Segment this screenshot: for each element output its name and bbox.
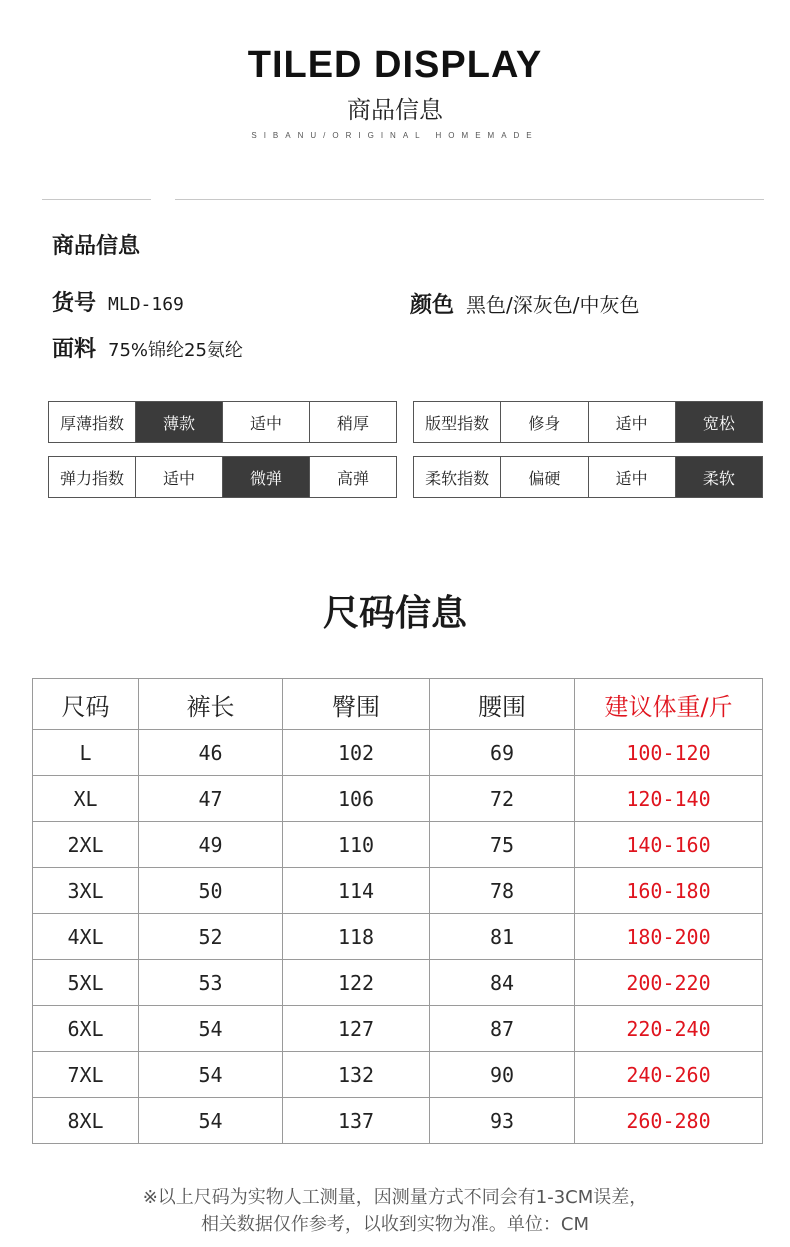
index-option: 稍厚 — [309, 402, 396, 442]
table-row — [33, 822, 763, 868]
table-cell: 7XL — [33, 1052, 139, 1098]
fabric-info — [52, 332, 243, 363]
column-header: 腰围 — [430, 679, 575, 730]
table-cell: 54 — [139, 1098, 283, 1144]
item-number — [52, 286, 184, 317]
footnote-line-1: ※以上尺码为实物人工测量，因测量方式不同会有1-3CM误差， — [142, 1187, 648, 1208]
index-option: 薄款 — [135, 402, 222, 442]
table-cell: 132 — [283, 1052, 430, 1098]
index-option: 适中 — [588, 402, 675, 442]
table-cell: 4XL — [33, 914, 139, 960]
table-cell: 220-240 — [575, 1006, 763, 1052]
color-value: 黑色/深灰色/中灰色 — [466, 293, 640, 317]
table-cell: 260-280 — [575, 1098, 763, 1144]
index-option: 适中 — [222, 402, 309, 442]
table-cell: 47 — [139, 776, 283, 822]
footnote-line-2: 相关数据仅作参考，以收到实物为准。单位：CM — [200, 1214, 590, 1235]
color-info — [410, 288, 640, 319]
table-cell: 87 — [430, 1006, 575, 1052]
size-section-title: 尺码信息 — [322, 593, 467, 634]
size-table — [32, 678, 763, 1144]
table-row — [33, 1006, 763, 1052]
table-cell: 200-220 — [575, 960, 763, 1006]
table-cell: 118 — [283, 914, 430, 960]
table-cell: 140-160 — [575, 822, 763, 868]
divider-right — [175, 199, 764, 200]
table-row — [33, 960, 763, 1006]
divider-left — [42, 199, 151, 200]
hero-subtitle: 商品信息 — [347, 96, 443, 124]
table-cell: 2XL — [33, 822, 139, 868]
table-cell: 93 — [430, 1098, 575, 1144]
table-cell: 75 — [430, 822, 575, 868]
index-option: 高弹 — [309, 457, 396, 497]
index-option: 微弹 — [222, 457, 309, 497]
table-cell: 72 — [430, 776, 575, 822]
table-cell: 160-180 — [575, 868, 763, 914]
table-row — [33, 868, 763, 914]
softness-index-row — [413, 456, 763, 498]
table-cell: 54 — [139, 1052, 283, 1098]
table-row — [33, 914, 763, 960]
table-row — [33, 1098, 763, 1144]
index-label: 弹力指数 — [59, 468, 124, 488]
hero-title: TILED DISPLAY — [247, 44, 543, 86]
table-row — [33, 776, 763, 822]
table-cell: 110 — [283, 822, 430, 868]
index-label: 版型指数 — [425, 413, 490, 433]
table-cell: 120-140 — [575, 776, 763, 822]
table-cell: 5XL — [33, 960, 139, 1006]
table-cell: 81 — [430, 914, 575, 960]
brand-tagline: SIBANU/ORIGINAL HOMEMADE — [251, 131, 539, 140]
table-cell: 84 — [430, 960, 575, 1006]
product-section-title: 商品信息 — [52, 234, 141, 259]
size-table-header — [33, 679, 763, 730]
fabric-value: 75%锦纶25氨纶 — [108, 340, 243, 361]
table-cell: 52 — [139, 914, 283, 960]
table-cell: 78 — [430, 868, 575, 914]
index-option: 宽松 — [675, 402, 762, 442]
table-cell: 8XL — [33, 1098, 139, 1144]
table-cell: 49 — [139, 822, 283, 868]
table-cell: 100-120 — [575, 730, 763, 776]
column-header: 裤长 — [139, 679, 283, 730]
index-label: 厚薄指数 — [59, 413, 124, 433]
table-cell: 127 — [283, 1006, 430, 1052]
thickness-index-row — [48, 401, 397, 443]
item-number-value: MLD-169 — [108, 294, 184, 315]
table-cell: 90 — [430, 1052, 575, 1098]
table-cell: 114 — [283, 868, 430, 914]
table-cell: 122 — [283, 960, 430, 1006]
table-cell: 3XL — [33, 868, 139, 914]
table-cell: 106 — [283, 776, 430, 822]
table-cell: 53 — [139, 960, 283, 1006]
index-option: 柔软 — [675, 457, 762, 497]
index-option: 偏硬 — [500, 457, 587, 497]
index-option: 适中 — [588, 457, 675, 497]
stretch-index-row — [48, 456, 397, 498]
table-cell: 54 — [139, 1006, 283, 1052]
column-header: 建议体重/斤 — [575, 679, 763, 730]
table-cell: L — [33, 730, 139, 776]
table-cell: XL — [33, 776, 139, 822]
column-header: 尺码 — [33, 679, 139, 730]
table-cell: 240-260 — [575, 1052, 763, 1098]
table-row — [33, 1052, 763, 1098]
table-cell: 50 — [139, 868, 283, 914]
table-cell: 69 — [430, 730, 575, 776]
item-number-label: 货号 — [52, 291, 97, 316]
fabric-label: 面料 — [52, 337, 97, 362]
table-cell: 6XL — [33, 1006, 139, 1052]
column-header: 臀围 — [283, 679, 430, 730]
table-cell: 137 — [283, 1098, 430, 1144]
index-option: 适中 — [135, 457, 222, 497]
table-row — [33, 730, 763, 776]
index-option: 修身 — [500, 402, 587, 442]
table-cell: 102 — [283, 730, 430, 776]
table-cell: 180-200 — [575, 914, 763, 960]
index-label: 柔软指数 — [425, 468, 490, 488]
fit-index-row — [413, 401, 763, 443]
table-cell: 46 — [139, 730, 283, 776]
color-label: 颜色 — [410, 293, 455, 318]
